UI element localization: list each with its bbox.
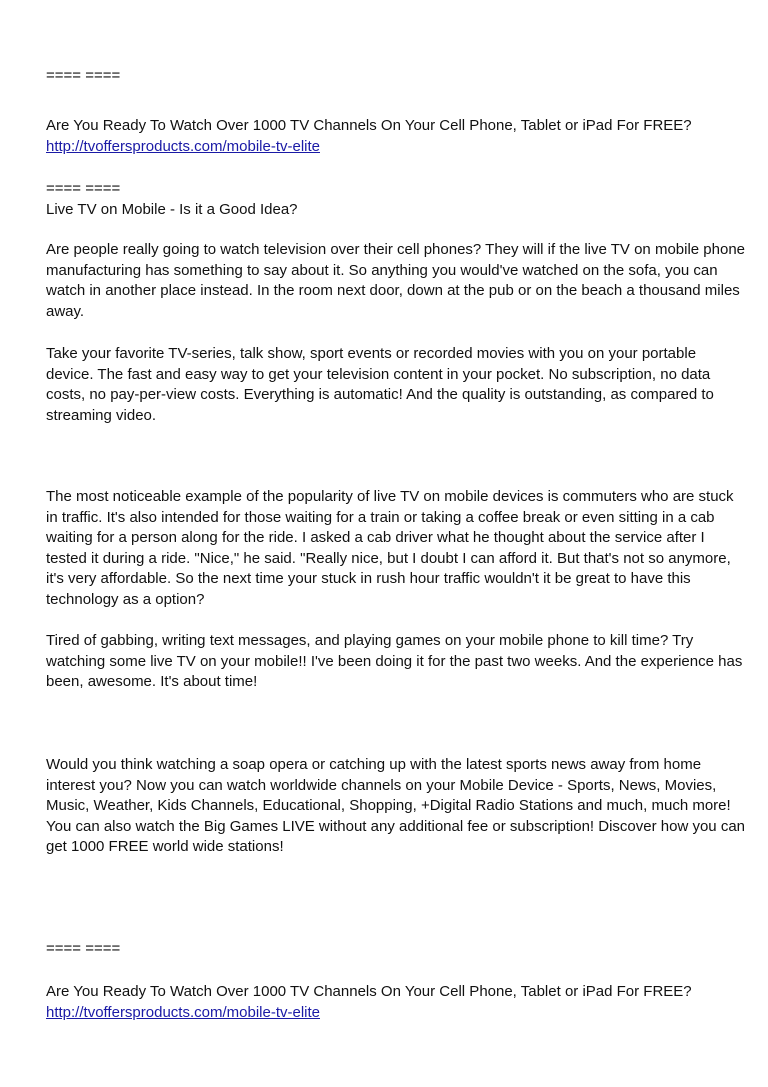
article-paragraph: The most noticeable example of the popularity of live TV on mobile devices is commuters who are stuck in traffic. It's also intended for those waiting for a train or taking a coffee break or even sitting in a cab waiting for a person along for the ride. I asked a cab driver what he thought about the service after I tested it during a ride. "Nice," he said. "Really nice, but I doubt I can afford it. But that's not so anymore, it's very affordable. So the next time your stuck in rush hour traffic wouldn't it be great to have this technology as a option?	[46, 488, 734, 608]
article-paragraph: Take your favorite TV-series, talk show, sport events or recorded movies with you on your portable device. The fast and easy way to get your television content in your pocket. No subscription, no data costs, no pay-per-view costs. Everything is automatic! And the quality is outstanding, as compared to streaming video.	[46, 345, 714, 424]
footer-promo-link[interactable]: http://tvoffersproducts.com/mobile-tv-elite	[46, 1004, 320, 1021]
article-paragraph: Tired of gabbing, writing text messages, and playing games on your mobile phone to kill time? Try watching some live TV on your mobile!! I've been doing it for the past two weeks. And the experience has been, awesome. It's about time!	[46, 632, 743, 691]
article-title: Live TV on Mobile - Is it a Good Idea?	[46, 201, 298, 218]
article-paragraph: Are people really going to watch television over their cell phones? They will if the live TV on mobile phone manufacturing has something to say about it. So anything you would've watched on the sofa, you can watch in another place instead. In the room next door, down at the pub or on the beach a thousand miles away.	[46, 241, 746, 320]
footer-separator: ==== ====	[46, 940, 121, 957]
article-separator: ==== ====	[46, 180, 121, 197]
footer-promo-text: Are You Ready To Watch Over 1000 TV Channels On Your Cell Phone, Tablet or iPad For FREE?	[46, 983, 692, 1000]
header-promo-text: Are You Ready To Watch Over 1000 TV Channels On Your Cell Phone, Tablet or iPad For FREE?	[46, 117, 692, 134]
header-promo-link[interactable]: http://tvoffersproducts.com/mobile-tv-elite	[46, 138, 320, 155]
header-separator: ==== ====	[46, 67, 121, 84]
article-paragraph: Would you think watching a soap opera or catching up with the latest sports news away from home interest you? Now you can watch worldwide channels on your Mobile Device - Sports, News, Movies, Music, Weather, Kids Channels, Educational, Shopping, +Digital Radio Stations and much, much more! You can also watch the Big Games LIVE without any additional fee or subscription! Discover how you can get 1000 FREE world wide stations!	[46, 756, 746, 856]
